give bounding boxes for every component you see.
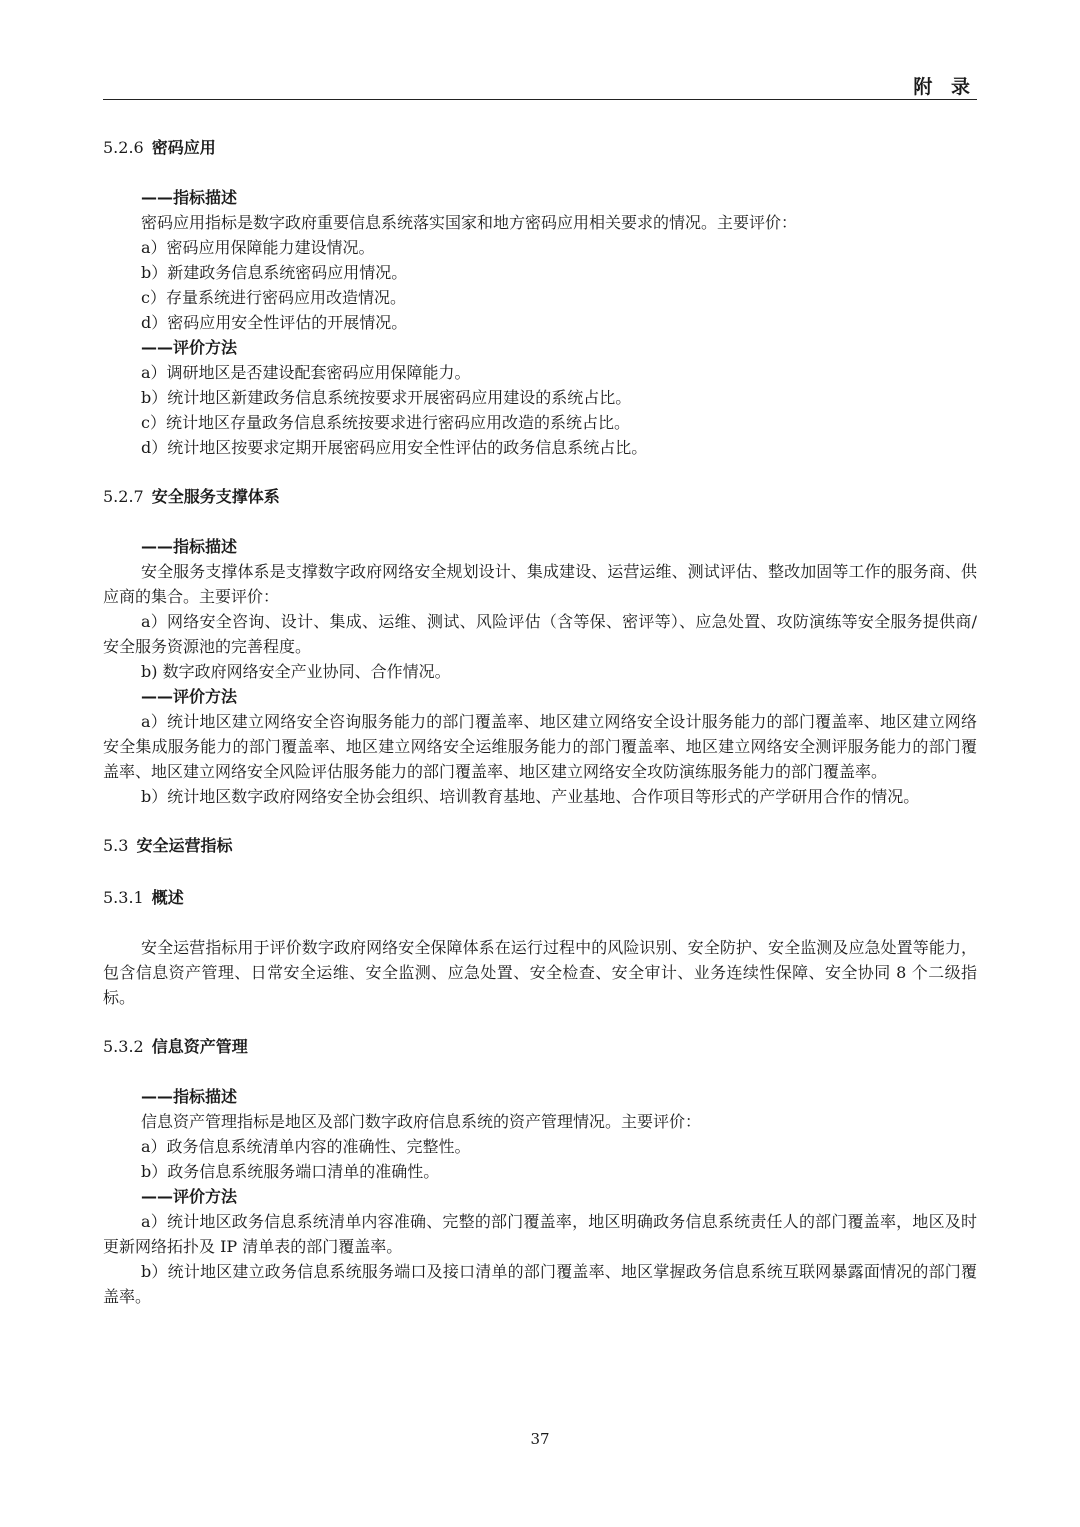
list-item: a）调研地区是否建设配套密码应用保障能力。 <box>141 363 471 382</box>
section-heading-5-2-7 <box>103 482 977 512</box>
section-heading-5-3-2 <box>103 1032 977 1062</box>
indicator-description-intro: 信息资产管理指标是地区及部门数字政府信息系统的资产管理情况。主要评价： <box>141 1112 702 1131</box>
section-title: 安全服务支撑体系 <box>151 487 280 506</box>
indicator-description-paragraph: 安全服务支撑体系是支撑数字政府网络安全规划设计、集成建设、运营运维、测试评估、整改加固等工作的服务商、供应商的集合。主要评价： <box>103 562 977 606</box>
list-item: a）统计地区建立网络安全咨询服务能力的部门覆盖率、地区建立网络安全设计服务能力的部门覆盖率、地区建立网络安全集成服务能力的部门覆盖率、地区建立网络安全运维服务能力的部门覆盖率、地区建立网络安全测评服务能力的部门覆盖率、地区建立网络安全风险评估服务能力的部门覆盖率、地区建立网络安全攻防演练服务能力的部门覆盖率。 <box>103 712 977 781</box>
indicator-description-label: ——指标描述 <box>141 188 238 207</box>
section-number: 5.3.1 <box>103 888 144 907</box>
list-item: c）统计地区存量政务信息系统按要求进行密码应用改造的系统占比。 <box>141 413 630 432</box>
list-item: b）新建政务信息系统密码应用情况。 <box>141 263 408 282</box>
page-number: 37 <box>530 1430 550 1448</box>
evaluation-method-label: ——评价方法 <box>141 338 238 357</box>
evaluation-method-label: ——评价方法 <box>141 1187 238 1206</box>
list-item: a）密码应用保障能力建设情况。 <box>141 238 375 257</box>
indicator-description-label: ——指标描述 <box>141 1087 238 1106</box>
section-heading-5-3-1 <box>103 883 977 913</box>
section-title: 信息资产管理 <box>151 1037 248 1056</box>
evaluation-method-label: ——评价方法 <box>141 687 238 706</box>
list-item: a）网络安全咨询、设计、集成、运维、测试、风险评估（含等保、密评等）、应急处置、攻防演练等安全服务提供商/安全服务资源池的完善程度。 <box>103 612 977 656</box>
section-number: 5.3.2 <box>103 1037 144 1056</box>
section-number: 5.2.7 <box>103 487 144 506</box>
list-item: a）统计地区政务信息系统清单内容准确、完整的部门覆盖率，地区明确政务信息系统责任人的部门覆盖率，地区及时更新网络拓扑及 IP 清单表的部门覆盖率。 <box>103 1212 977 1256</box>
section-number: 5.2.6 <box>103 138 144 157</box>
list-item: d）统计地区按要求定期开展密码应用安全性评估的政务信息系统占比。 <box>141 438 648 457</box>
indicator-description-label: ——指标描述 <box>141 537 238 556</box>
list-item: d）密码应用安全性评估的开展情况。 <box>141 313 408 332</box>
section-heading-5-3 <box>103 831 977 861</box>
section-number: 5.3 <box>103 836 129 855</box>
section-heading-5-2-6 <box>103 133 977 163</box>
indicator-description-intro: 密码应用指标是数字政府重要信息系统落实国家和地方密码应用相关要求的情况。主要评价： <box>141 213 798 232</box>
list-item: b) 数字政府网络安全产业协同、合作情况。 <box>141 662 451 681</box>
list-item: c）存量系统进行密码应用改造情况。 <box>141 288 406 307</box>
page-content <box>103 133 977 1309</box>
overview-paragraph: 安全运营指标用于评价数字政府网络安全保障体系在运行过程中的风险识别、安全防护、安全监测及应急处置等能力，包含信息资产管理、日常安全运维、安全监测、应急处置、安全检查、安全审计、业务连续性保障、安全协同 8 个二级指标。 <box>103 938 977 1007</box>
list-item: b）统计地区数字政府网络安全协会组织、培训教育基地、产业基地、合作项目等形式的产学研用合作的情况。 <box>141 787 920 806</box>
section-title: 密码应用 <box>151 138 216 157</box>
list-item: b）政务信息系统服务端口清单的准确性。 <box>141 1162 440 1181</box>
list-item: b）统计地区建立政务信息系统服务端口及接口清单的部门覆盖率、地区掌握政务信息系统互联网暴露面情况的部门覆盖率。 <box>103 1262 977 1306</box>
list-item: b）统计地区新建政务信息系统按要求开展密码应用建设的系统占比。 <box>141 388 632 407</box>
section-title: 概述 <box>151 888 184 907</box>
header-rule <box>103 99 977 100</box>
running-header-title: 附 录 <box>913 76 976 98</box>
section-title: 安全运营指标 <box>136 836 233 855</box>
list-item: a）政务信息系统清单内容的准确性、完整性。 <box>141 1137 471 1156</box>
